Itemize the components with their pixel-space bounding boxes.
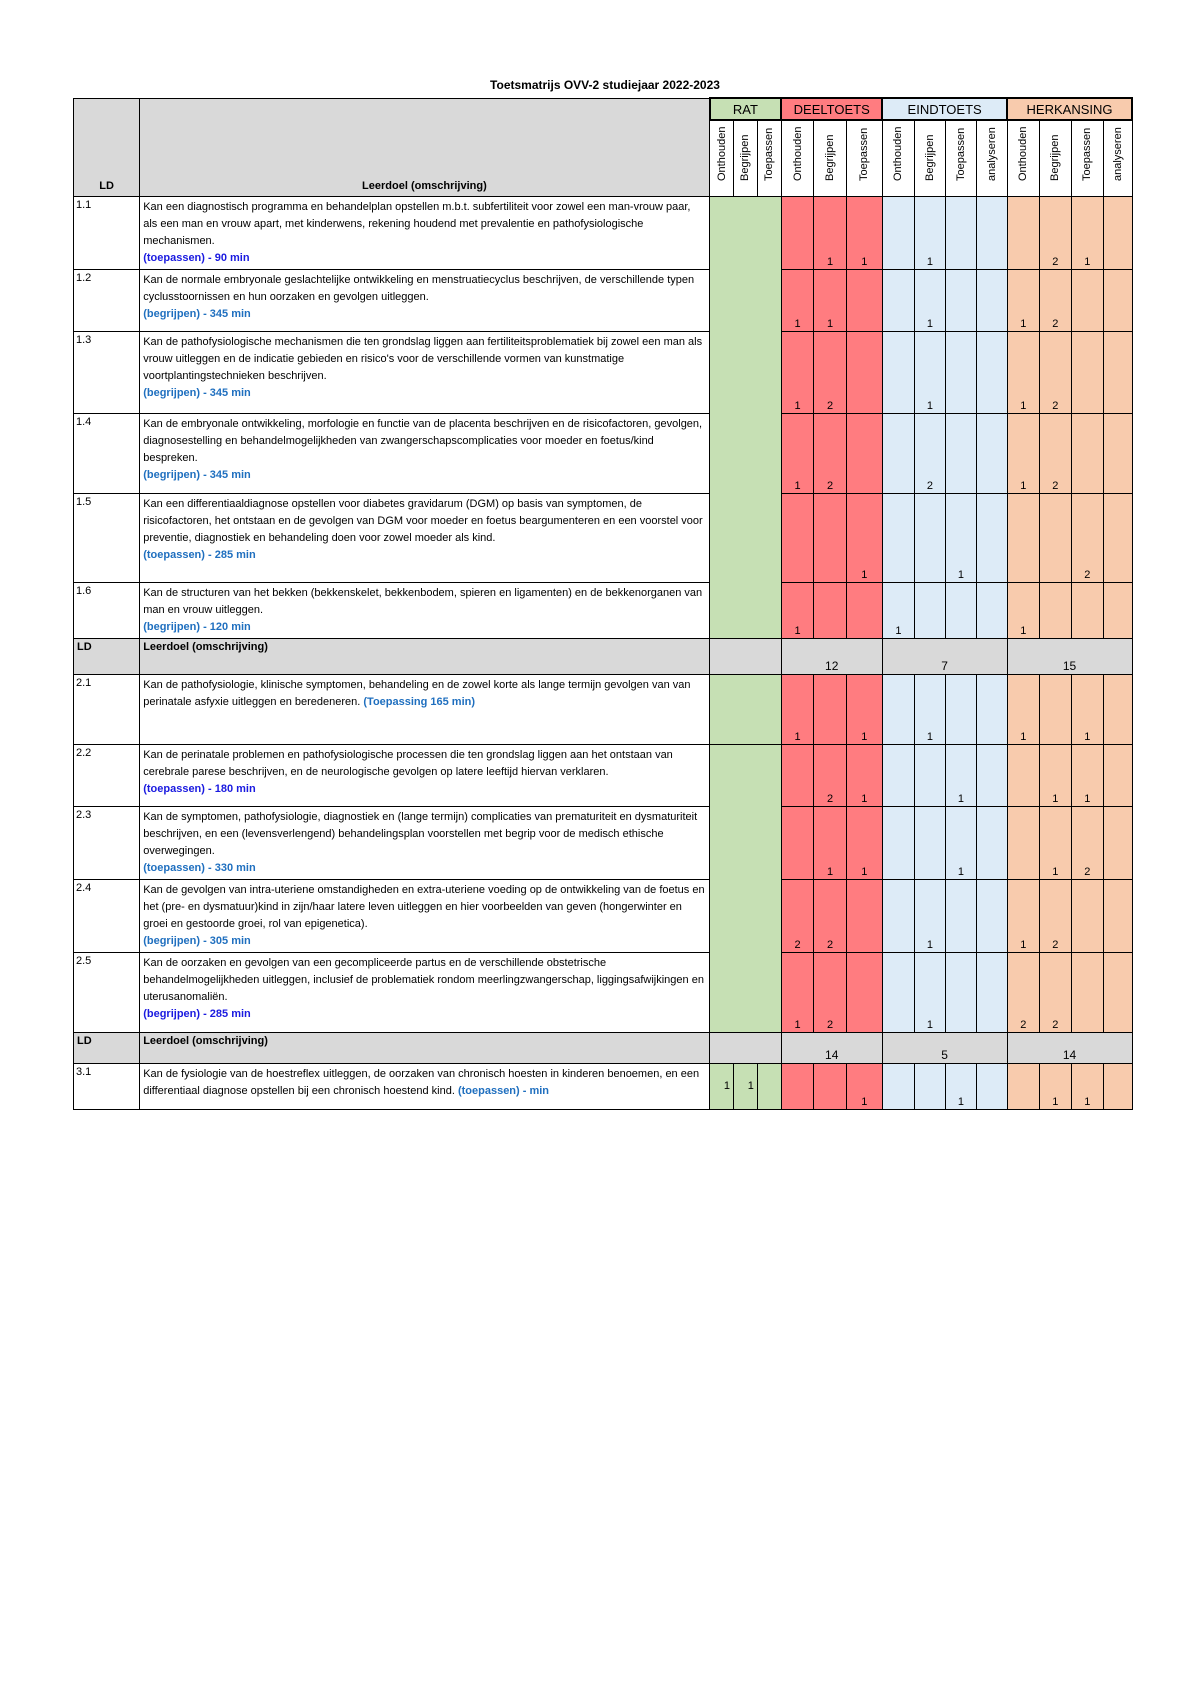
goal-level-note: (begrijpen) - 345 min	[143, 468, 251, 481]
deeltoets-cell: 2	[814, 331, 847, 413]
eindtoets-cell	[945, 196, 976, 269]
learning-goal-row	[74, 879, 1133, 952]
goal-text: Kan de pathofysiologie, klinische symptomen, behandeling en de zowel korte als lange termijn gevolgen van van perinatale asfyxie uitleggen en beredeneren.	[143, 678, 691, 708]
herkansing-cell: 2	[1071, 806, 1104, 879]
eindtoets-onthouden-header	[882, 120, 915, 196]
eindtoets-cell	[915, 744, 945, 806]
herkansing-cell: 2	[1071, 493, 1104, 582]
goal-level-note: (toepassen) - 330 min	[143, 861, 256, 874]
learning-goal-row	[74, 331, 1133, 413]
eindtoets-cell	[882, 744, 915, 806]
section-summary-row	[74, 638, 1133, 674]
eindtoets-cell	[882, 879, 915, 952]
level-label: Toepassen	[858, 127, 871, 181]
herkansing-cell: 1	[1071, 674, 1104, 744]
group-header-row	[74, 98, 1133, 120]
eindtoets-group-header: EINDTOETS	[882, 98, 1007, 120]
herkansing-cell	[1007, 806, 1040, 879]
herkansing-total: 15	[1007, 638, 1132, 674]
goal-level-note: (begrijpen) - 345 min	[143, 386, 251, 399]
eindtoets-cell: 2	[915, 413, 945, 493]
deeltoets-cell	[814, 582, 847, 638]
herkansing-cell	[1071, 413, 1104, 493]
learning-goal-id: 2.3	[74, 806, 140, 879]
eindtoets-cell	[977, 269, 1007, 331]
learning-goal-row	[74, 196, 1133, 269]
learning-goal-row	[74, 1063, 1133, 1109]
learning-goal-id: 2.5	[74, 952, 140, 1032]
eindtoets-cell	[882, 331, 915, 413]
eindtoets-cell: 1	[915, 879, 945, 952]
herkansing-cell	[1104, 674, 1132, 744]
herkansing-cell: 1	[1007, 674, 1040, 744]
level-label: Toepassen	[763, 127, 776, 181]
learning-goal-description	[140, 413, 710, 493]
goal-text: Kan de fysiologie van de hoestreflex uitleggen, de oorzaken van chronisch hoesten in kinderen benoemen, en een differentiaal diagnose opstellen bij een chronisch hoestend kind.	[143, 1067, 700, 1097]
eindtoets-cell	[915, 806, 945, 879]
rat-cell	[757, 1063, 781, 1109]
learning-goal-description	[140, 493, 710, 582]
herkansing-cell	[1104, 413, 1132, 493]
eindtoets-cell: 1	[945, 1063, 976, 1109]
deeltoets-cell: 1	[846, 1063, 882, 1109]
goal-text: Kan de embryonale ontwikkeling, morfologie en functie van de placenta beschrijven en de risicofactoren, gevolgen, diagnosestelling en behandelmogelijkheden van zwangerschapscomplicaties voor moeder en foetus/kind bespreken.	[143, 417, 703, 464]
eindtoets-cell	[882, 196, 915, 269]
herkansing-cell: 2	[1040, 269, 1071, 331]
level-label: Toepassen	[954, 127, 967, 181]
learning-goal-id: 2.4	[74, 879, 140, 952]
deeltoets-cell: 1	[781, 582, 814, 638]
goal-text: Kan een diagnostisch programma en behandelplan opstellen m.b.t. subfertiliteit voor zowel een man-vrouw paar, als een man en vrouw apart, met kinderwens, rekening houdend met prevalentie en pathofysiologische mechanismen.	[143, 200, 691, 247]
level-label: analyseren	[1111, 126, 1124, 181]
learning-goal-description	[140, 196, 710, 269]
herkansing-begrijpen-header	[1040, 120, 1071, 196]
eindtoets-cell	[882, 806, 915, 879]
goal-level-note: (begrijpen) - 305 min	[143, 934, 251, 947]
herkansing-toepassen-header	[1071, 120, 1104, 196]
herkansing-cell	[1104, 196, 1132, 269]
eindtoets-cell	[882, 269, 915, 331]
learning-goal-description	[140, 674, 710, 744]
rat-column-block	[710, 674, 782, 744]
herkansing-cell	[1071, 952, 1104, 1032]
rat-total-cell	[710, 1032, 782, 1063]
summary-leerdoel-label: Leerdoel (omschrijving)	[140, 638, 710, 674]
deeltoets-onthouden-header	[781, 120, 814, 196]
deeltoets-cell: 1	[846, 744, 882, 806]
rat-begrijpen-header	[733, 120, 757, 196]
herkansing-cell	[1007, 1063, 1040, 1109]
herkansing-cell	[1104, 331, 1132, 413]
deeltoets-cell: 2	[814, 744, 847, 806]
herkansing-cell: 1	[1007, 879, 1040, 952]
goal-text: Kan de gevolgen van intra-uteriene omstandigheden en extra-uteriene voeding op de ontwikkeling van de foetus en het (pre- en dysmatuur)kind in zijn/haar latere leven uitleggen en hier voorbeelden van geven (hongerwinter en groei en gestoorde groei, rol van epigenetica).	[143, 883, 705, 930]
eindtoets-cell	[977, 493, 1007, 582]
level-label: Onthouden	[715, 126, 728, 181]
eindtoets-toepassen-header	[945, 120, 976, 196]
deeltoets-cell: 1	[814, 269, 847, 331]
deeltoets-cell	[814, 674, 847, 744]
eindtoets-cell	[915, 1063, 945, 1109]
herkansing-cell: 2	[1007, 952, 1040, 1032]
rat-onthouden-header	[710, 120, 734, 196]
eindtoets-cell	[977, 674, 1007, 744]
goal-level-note: (begrijpen) - 120 min	[143, 620, 251, 633]
herkansing-analyseren-header	[1104, 120, 1132, 196]
herkansing-cell: 1	[1007, 413, 1040, 493]
eindtoets-cell	[977, 331, 1007, 413]
deeltoets-cell: 1	[781, 674, 814, 744]
learning-goal-description	[140, 879, 710, 952]
learning-goal-row	[74, 744, 1133, 806]
herkansing-cell: 2	[1040, 952, 1071, 1032]
deeltoets-cell: 1	[781, 269, 814, 331]
learning-goal-description	[140, 744, 710, 806]
goal-level-note: (toepassen) - min	[457, 1084, 550, 1097]
deeltoets-cell	[846, 952, 882, 1032]
goal-text: Kan de symptomen, pathofysiologie, diagnostiek en (lange termijn) complicaties van prematuriteit en dysmaturiteit beschrijven, en een (levensverlengend) behandelingsplan voorstellen met begrip voor de medisch ethische overwegingen.	[143, 810, 698, 857]
eindtoets-cell	[945, 413, 976, 493]
learning-goal-id: 1.3	[74, 331, 140, 413]
learning-goal-id: 2.1	[74, 674, 140, 744]
deeltoets-total: 14	[781, 1032, 882, 1063]
herkansing-cell: 2	[1040, 413, 1071, 493]
herkansing-cell: 1	[1007, 582, 1040, 638]
matrix-body	[74, 98, 1133, 1109]
learning-goal-id: 1.4	[74, 413, 140, 493]
eindtoets-cell	[977, 582, 1007, 638]
eindtoets-cell	[882, 1063, 915, 1109]
deeltoets-cell: 2	[814, 952, 847, 1032]
rat-total-cell	[710, 638, 782, 674]
eindtoets-cell	[915, 493, 945, 582]
learning-goal-description	[140, 806, 710, 879]
level-label: Begrijpen	[923, 134, 936, 181]
eindtoets-cell: 1	[945, 806, 976, 879]
eindtoets-analyseren-header	[977, 120, 1007, 196]
deeltoets-cell	[781, 196, 814, 269]
rat-cell: 1	[733, 1063, 757, 1109]
section-summary-row	[74, 1032, 1133, 1063]
herkansing-cell	[1071, 582, 1104, 638]
goal-text: Kan de perinatale problemen en pathofysiologische processen die ten grondslag liggen aan het ontstaan van cerebrale parese beschrijven, en de neurologische gevolgen op latere leeftijd hiervan verklaren.	[143, 748, 673, 778]
herkansing-cell: 1	[1040, 1063, 1071, 1109]
deeltoets-cell	[846, 331, 882, 413]
deeltoets-cell: 2	[814, 413, 847, 493]
leerdoel-column-header: Leerdoel (omschrijving)	[140, 98, 710, 196]
deeltoets-cell	[814, 493, 847, 582]
herkansing-cell: 2	[1040, 879, 1071, 952]
eindtoets-cell	[977, 879, 1007, 952]
goal-text: Kan de normale embryonale geslachtelijke ontwikkeling en menstruatiecyclus beschrijven, de verschillende typen cyclusstoornissen en hun oorzaken en gevolgen uitleggen.	[143, 273, 695, 303]
eindtoets-total: 7	[882, 638, 1007, 674]
deeltoets-cell: 1	[846, 493, 882, 582]
eindtoets-begrijpen-header	[915, 120, 945, 196]
herkansing-total: 14	[1007, 1032, 1132, 1063]
learning-goal-description	[140, 1063, 710, 1109]
assessment-matrix-table	[73, 97, 1133, 1110]
eindtoets-cell	[977, 1063, 1007, 1109]
herkansing-cell: 2	[1040, 331, 1071, 413]
herkansing-cell	[1071, 331, 1104, 413]
herkansing-cell	[1071, 879, 1104, 952]
herkansing-cell: 1	[1071, 196, 1104, 269]
eindtoets-cell	[977, 196, 1007, 269]
herkansing-cell: 1	[1071, 1063, 1104, 1109]
eindtoets-cell	[945, 582, 976, 638]
level-label: Onthouden	[1017, 126, 1030, 181]
herkansing-cell	[1104, 952, 1132, 1032]
herkansing-cell	[1104, 806, 1132, 879]
level-label: Begrijpen	[739, 134, 752, 181]
learning-goal-id: 1.5	[74, 493, 140, 582]
learning-goal-row	[74, 413, 1133, 493]
deeltoets-cell	[846, 879, 882, 952]
eindtoets-cell: 1	[915, 269, 945, 331]
eindtoets-cell: 1	[915, 331, 945, 413]
learning-goal-description	[140, 269, 710, 331]
deeltoets-cell	[781, 493, 814, 582]
deeltoets-cell	[846, 582, 882, 638]
goal-text: Kan de structuren van het bekken (bekkenskelet, bekkenbodem, spieren en ligamenten) en de bekkenorganen van man en vrouw uitleggen.	[143, 586, 703, 616]
herkansing-cell	[1007, 744, 1040, 806]
level-label: Begrijpen	[824, 134, 837, 181]
eindtoets-cell: 1	[882, 582, 915, 638]
herkansing-cell	[1104, 1063, 1132, 1109]
eindtoets-cell	[945, 952, 976, 1032]
eindtoets-cell	[882, 674, 915, 744]
goal-level-note: (begrijpen) - 285 min	[143, 1007, 251, 1020]
herkansing-cell	[1007, 493, 1040, 582]
deeltoets-cell: 2	[814, 879, 847, 952]
goal-text: Kan een differentiaaldiagnose opstellen voor diabetes gravidarum (DGM) op basis van symptomen, de risicofactoren, het ontstaan en de gevolgen van DGM voor moeder en foetus beargumenteren en een voorstel voor preventie, diagnostiek en behandeling doen voor zowel moeder als kind.	[143, 497, 703, 544]
eindtoets-cell	[882, 493, 915, 582]
herkansing-cell	[1040, 674, 1071, 744]
level-label: Onthouden	[892, 126, 905, 181]
herkansing-cell: 1	[1007, 331, 1040, 413]
goal-level-note: (toepassen) - 90 min	[143, 251, 250, 264]
herkansing-cell	[1104, 744, 1132, 806]
eindtoets-cell: 1	[915, 196, 945, 269]
eindtoets-total: 5	[882, 1032, 1007, 1063]
deeltoets-cell	[846, 269, 882, 331]
eindtoets-cell: 1	[945, 744, 976, 806]
deeltoets-cell: 1	[781, 952, 814, 1032]
rat-column-block	[710, 744, 782, 1032]
learning-goal-row	[74, 806, 1133, 879]
herkansing-cell: 1	[1007, 269, 1040, 331]
eindtoets-cell	[977, 952, 1007, 1032]
herkansing-cell	[1104, 269, 1132, 331]
deeltoets-cell	[781, 1063, 814, 1109]
deeltoets-total: 12	[781, 638, 882, 674]
learning-goal-description	[140, 952, 710, 1032]
eindtoets-cell	[977, 744, 1007, 806]
herkansing-cell	[1104, 879, 1132, 952]
page-title: Toetsmatrijs OVV-2 studiejaar 2022-2023	[490, 78, 720, 92]
herkansing-cell	[1040, 582, 1071, 638]
deeltoets-cell: 1	[781, 413, 814, 493]
learning-goal-row	[74, 952, 1133, 1032]
learning-goal-row	[74, 674, 1133, 744]
goal-level-note: (toepassen) - 285 min	[143, 548, 256, 561]
eindtoets-cell	[977, 413, 1007, 493]
goal-text: Kan de oorzaken en gevolgen van een gecompliceerde partus en de verschillende obstetrische behandelmogelijkheden uitleggen, inclusief de problematiek rondom meerlingzwangerschap, liggingsafwijkingen en uterusanomaliën.	[143, 956, 704, 1003]
level-label: Onthouden	[791, 126, 804, 181]
level-label: Toepassen	[1081, 127, 1094, 181]
herkansing-cell: 1	[1040, 744, 1071, 806]
deeltoets-cell: 2	[781, 879, 814, 952]
eindtoets-cell	[882, 413, 915, 493]
herkansing-cell: 2	[1040, 196, 1071, 269]
deeltoets-cell: 1	[846, 806, 882, 879]
learning-goal-id: 1.1	[74, 196, 140, 269]
herkansing-cell	[1007, 196, 1040, 269]
deeltoets-cell: 1	[814, 196, 847, 269]
deeltoets-cell: 1	[781, 331, 814, 413]
ld-column-header: LD	[74, 98, 140, 196]
eindtoets-cell: 1	[915, 952, 945, 1032]
herkansing-cell: 1	[1040, 806, 1071, 879]
herkansing-onthouden-header	[1007, 120, 1040, 196]
rat-column-block	[710, 196, 782, 638]
herkansing-cell	[1040, 493, 1071, 582]
eindtoets-cell	[977, 806, 1007, 879]
deeltoets-toepassen-header	[846, 120, 882, 196]
learning-goal-row	[74, 493, 1133, 582]
level-label: analyseren	[985, 126, 998, 181]
eindtoets-cell	[945, 879, 976, 952]
learning-goal-description	[140, 331, 710, 413]
learning-goal-id: 3.1	[74, 1063, 140, 1109]
rat-toepassen-header	[757, 120, 781, 196]
herkansing-cell: 1	[1071, 744, 1104, 806]
goal-level-note: (begrijpen) - 345 min	[143, 307, 251, 320]
eindtoets-cell: 1	[915, 674, 945, 744]
learning-goal-id: 1.2	[74, 269, 140, 331]
eindtoets-cell	[945, 331, 976, 413]
summary-leerdoel-label: Leerdoel (omschrijving)	[140, 1032, 710, 1063]
herkansing-group-header: HERKANSING	[1007, 98, 1132, 120]
learning-goal-row	[74, 582, 1133, 638]
eindtoets-cell	[882, 952, 915, 1032]
herkansing-cell	[1104, 493, 1132, 582]
deeltoets-cell	[781, 744, 814, 806]
deeltoets-cell	[781, 806, 814, 879]
goal-level-note: (toepassen) - 180 min	[143, 782, 256, 795]
eindtoets-cell: 1	[945, 493, 976, 582]
rat-group-header: RAT	[710, 98, 782, 120]
learning-goal-id: 2.2	[74, 744, 140, 806]
eindtoets-cell	[945, 674, 976, 744]
deeltoets-cell: 1	[846, 674, 882, 744]
eindtoets-cell	[915, 582, 945, 638]
learning-goal-id: 1.6	[74, 582, 140, 638]
deeltoets-group-header: DEELTOETS	[781, 98, 882, 120]
rat-cell: 1	[710, 1063, 734, 1109]
summary-ld-label: LD	[74, 1032, 140, 1063]
level-label: Begrijpen	[1049, 134, 1062, 181]
goal-level-note: (Toepassing 165 min)	[363, 695, 476, 708]
eindtoets-cell	[945, 269, 976, 331]
deeltoets-cell: 1	[846, 196, 882, 269]
herkansing-cell	[1104, 582, 1132, 638]
deeltoets-cell	[846, 413, 882, 493]
deeltoets-cell: 1	[814, 806, 847, 879]
learning-goal-row	[74, 269, 1133, 331]
herkansing-cell	[1071, 269, 1104, 331]
learning-goal-description	[140, 582, 710, 638]
goal-text: Kan de pathofysiologische mechanismen die ten grondslag liggen aan fertiliteitsproblematiek bij zowel een man als vrouw uitleggen en de indicatie gebieden en risico's voor de verschillende vormen van kunstmatige voortplantingstechnieken beschrijven.	[143, 335, 703, 382]
summary-ld-label: LD	[74, 638, 140, 674]
deeltoets-begrijpen-header	[814, 120, 847, 196]
deeltoets-cell	[814, 1063, 847, 1109]
